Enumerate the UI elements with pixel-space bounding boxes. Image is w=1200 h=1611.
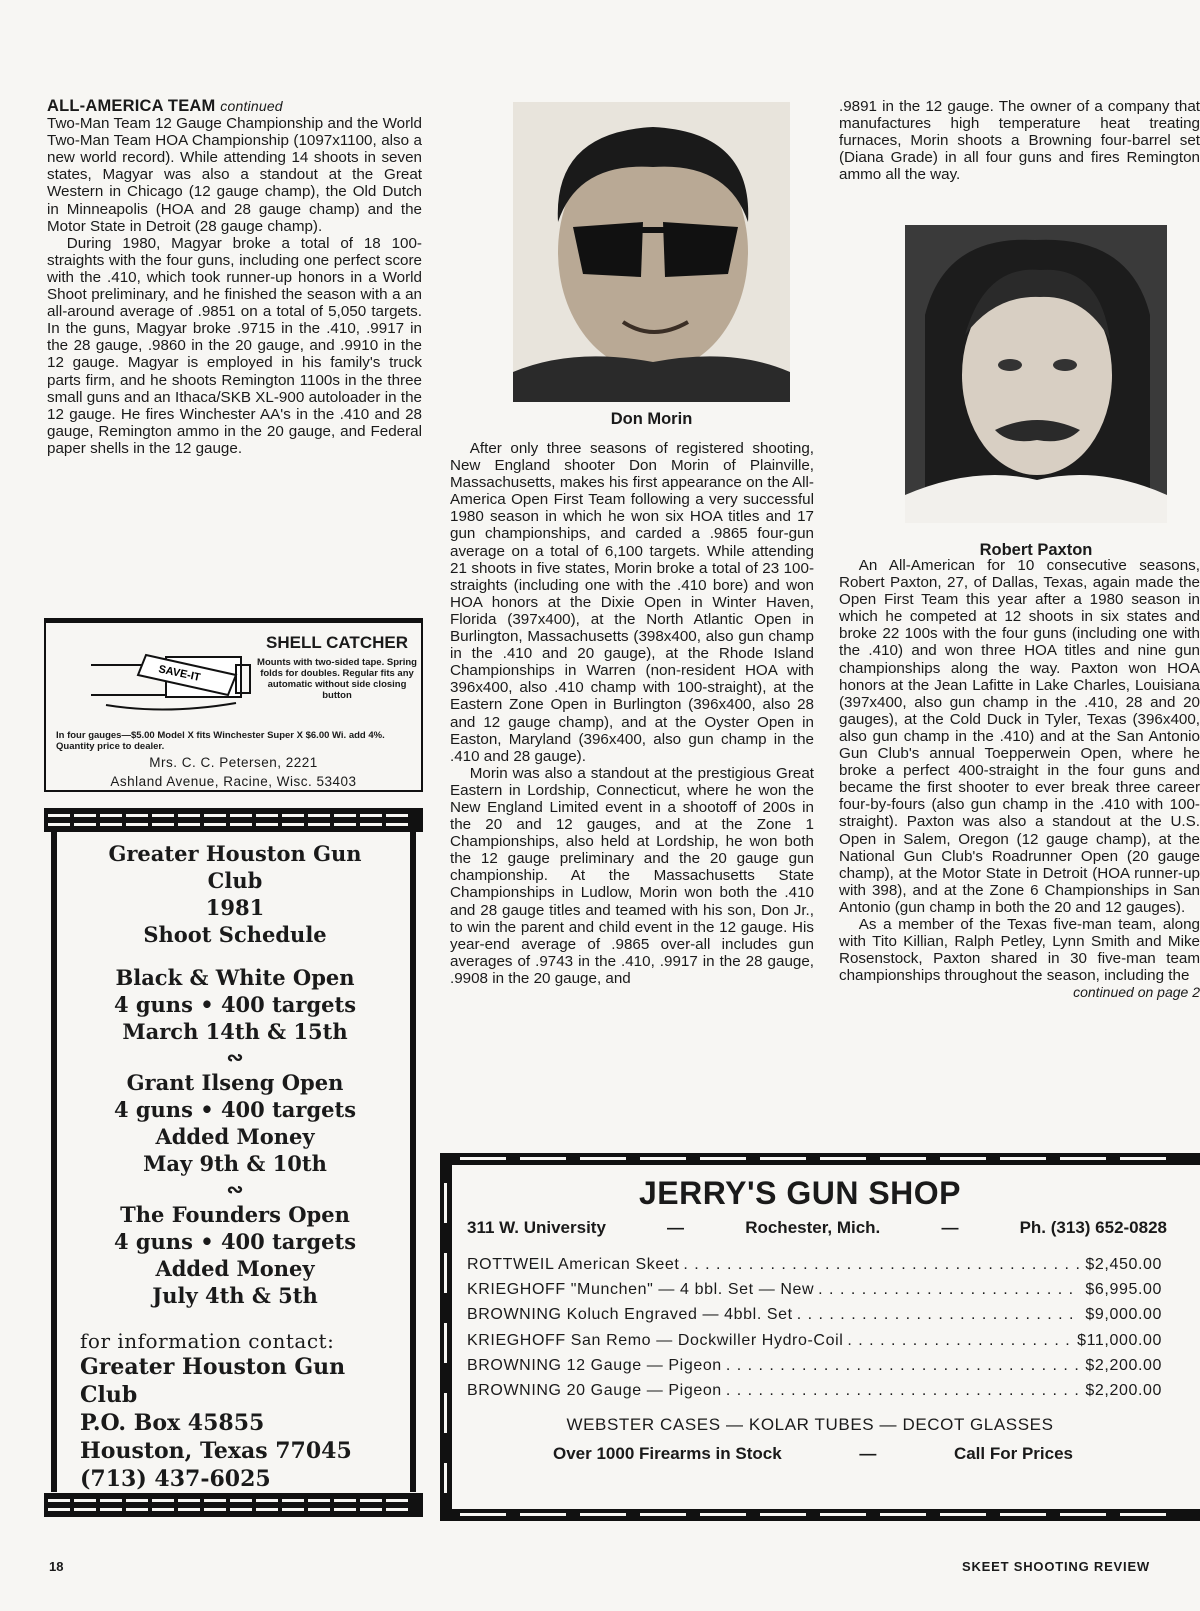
continued-note: continued on page 2 <box>1073 984 1200 1001</box>
page-number: 18 <box>49 1559 64 1574</box>
event-2-money: Added Money <box>155 1124 315 1149</box>
houston-year: 1981 <box>205 895 265 920</box>
houston-ad-body <box>80 840 390 1493</box>
greek-key-border-bottom <box>44 1493 423 1517</box>
event-2-format: 4 guns • 400 targets <box>113 1097 357 1122</box>
item-price: $2,200.00 <box>1085 1356 1162 1374</box>
paxton-paragraph-2: As a member of the Texas five-man team, along with Tito Killian, Ralph Petley, Lynn Smith and Mike Rosenstock, Paxton shared in 30 five-man team championships throughout the season, including the <box>839 915 1200 985</box>
shell-catcher-address-2: Ashland Avenue, Racine, Wisc. 53403 <box>110 774 357 789</box>
item-name: KRIEGHOFF "Munchen" — 4 bbl. Set — New <box>467 1281 815 1299</box>
event-3-money: Added Money <box>155 1256 315 1281</box>
jerry-accessories: WEBSTER CASES — KOLAR TUBES — DECOT GLASSES <box>566 1415 1054 1434</box>
event-2-date: May 9th & 10th <box>143 1151 327 1176</box>
contact-name: Greater Houston Gun Club <box>80 1354 346 1408</box>
right-top-paragraph: .9891 in the 12 gauge. The owner of a company that manufactures high temperature heat treating furnaces, Morin shoots a Browning four-barrel set (Diana Grade) in all four guns and fires Remington ammo all the way. <box>839 98 1200 184</box>
list-item <box>467 1328 1162 1353</box>
robert-paxton-photo <box>905 225 1167 523</box>
jerry-street: 311 W. University <box>467 1218 606 1237</box>
item-price: $2,450.00 <box>1085 1256 1162 1273</box>
shell-catcher-address-1: Mrs. C. C. Petersen, 2221 <box>149 755 318 770</box>
jerry-call-text: Call For Prices <box>953 1444 1073 1463</box>
event-2-name: Grant Ilseng Open <box>126 1070 344 1095</box>
event-3-date: July 4th & 5th <box>152 1283 318 1308</box>
don-morin-caption: Don Morin <box>610 410 693 428</box>
event-3-format: 4 guns • 400 targets <box>113 1229 357 1254</box>
don-paragraph-1: After only three seasons of registered shooting, New England shooter Don Morin of Plainville, Massachusetts, makes his first appearance on the All-America Open First Team following a very successful 1980 season in which he won six HOA titles and 17 gun championships, and carded a .9865 four-gun average on a total of 6,100 targets. While attending 21 shoots in five states, Morin broke a total of 23 100-straights (including one with the .410 bore) and won HOA honors at the Dixie Open in Winter Haven, Florida (397x400), at the North Atlantic Open in Burlington, Massachusetts (398x400, also gun champ in the .410 and 20 gauge), at the Rhode Island Championships in Warren (non-resident HOA with 396x400, also .410 champ with 100-straight), at the Eastern Zone Open in Burlington (396x400, also 28 and 12 gauge champ), and at the Oyster Open in Easton, Maryland (396x400, also gun champ in the .410 and 28 gauge). <box>450 440 814 765</box>
jerry-separator: — <box>859 1444 877 1463</box>
event-1-format: 4 guns • 400 targets <box>113 992 357 1017</box>
list-item <box>467 1353 1162 1378</box>
ad-border-left <box>48 832 60 1492</box>
don-morin-photo <box>513 102 790 402</box>
houston-gun-club-ad <box>44 808 423 1518</box>
greek-key-border-top <box>44 808 423 832</box>
middle-column <box>450 440 814 987</box>
ad-border-right <box>407 832 419 1492</box>
right-column-top <box>839 98 1200 183</box>
jerry-shop-title: JERRY'S GUN SHOP <box>638 1175 962 1211</box>
jerry-separator: — <box>667 1218 685 1237</box>
contact-city: Houston, Texas 77045 <box>80 1438 352 1464</box>
contact-po-box: P.O. Box 45855 <box>80 1410 265 1436</box>
item-name: ROTTWEIL American Skeet <box>467 1256 680 1273</box>
list-item <box>467 1277 1162 1302</box>
list-item <box>467 1252 1162 1277</box>
item-price: $9,000.00 <box>1085 1306 1162 1324</box>
contact-label: for information contact: <box>80 1329 335 1353</box>
item-name: KRIEGHOFF San Remo — Dockwiller Hydro-Coil <box>467 1331 844 1349</box>
list-item <box>467 1378 1162 1403</box>
ornament-icon: ∾ <box>226 1045 244 1069</box>
jerry-separator: — <box>941 1218 959 1237</box>
left-paragraph-2: During 1980, Magyar broke a total of 18 100-straights with the four guns, including one perfect score with the .410, which took runner-up honors in a World Shoot preliminary, and he finished the season with a an all-around average of .9851 on a total of 5,050 targets. In the guns, Magyar broke .9715 in the .410, .9917 in the 28 gauge, .9860 in the 20 gauge, and .9910 in the 12 gauge. Magyar is employed in his family's truck parts firm, and he shoots Remington 1100s in the three small guns and an Ithaca/SKB XL-900 autoloader in the 12 gauge. He fires Winchester AA's in the .410 and 28 gauge, Remington ammo in the 20 gauge, and Federal paper shells in the 12 gauge. <box>47 234 422 457</box>
item-name: BROWNING 20 Gauge — Pigeon <box>467 1382 722 1400</box>
article-kicker: ALL-AMERICA TEAM continued <box>47 97 283 115</box>
item-price: $11,000.00 <box>1077 1331 1162 1349</box>
jerry-stock-line <box>553 1444 1073 1464</box>
jerry-address-line <box>467 1218 1167 1238</box>
don-paragraph-2: Morin was also a standout at the prestigious Great Eastern in Lordship, Connecticut, where he won the New England Limited event in a shootoff of 200s in the 20 and 12 gauges, and at the Zone 1 Championships, also held at Lordship, he won both the 12 gauge preliminary and the 20 gauge gun championship. At the Massachusetts State Championships in Ludlow, Morin won both the .410 and 28 gauge titles and teamed with his son, Don Jr., to win the parent and child event in the 12 gauge. His year-end average of .9865 over-all includes gun averages of .9743 in the .410, .9917 in the 28 gauge, .9908 in the 20 gauge, and <box>450 764 814 987</box>
jerry-phone: Ph. (313) 652-0828 <box>1019 1218 1167 1237</box>
shell-catcher-price: In four gauges—$5.00 Model X fits Winchester Super X $6.00 Wi. add 4%. Quantity price to dealer. <box>56 730 385 752</box>
save-it-label: SAVE-IT <box>157 663 202 684</box>
ornament-icon: ∾ <box>226 1177 244 1201</box>
magazine-name: SKEET SHOOTING REVIEW <box>962 1559 1150 1574</box>
jerry-stock-text: Over 1000 Firearms in Stock <box>553 1444 782 1463</box>
shell-catcher-ad <box>44 618 423 792</box>
left-paragraph-1: Two-Man Team 12 Gauge Championship and the World Two-Man Team HOA Championship (1097x1100, also a new world record). While attending 14 shoots in seven states, Magyar was also a standout at the Great Western in Chicago (12 gauge champ), the Old Dutch in Minneapolis (HOA and 28 gauge champ) and the Motor State in Detroit (28 gauge champ). <box>47 115 422 235</box>
contact-phone: (713) 437-6025 <box>80 1466 271 1492</box>
shell-catcher-description: Mounts with two-sided tape. Spring folds for doubles. Regular fits any automatic without side closing button <box>257 657 417 701</box>
item-name: BROWNING 12 Gauge — Pigeon <box>467 1356 722 1374</box>
shell-catcher-title: SHELL CATCHER <box>266 633 408 652</box>
right-column <box>839 557 1200 1001</box>
jerry-price-list <box>467 1252 1162 1403</box>
paxton-paragraph-1: An All-American for 10 consecutive seasons, Robert Paxton, 27, of Dallas, Texas, again made the Open First Team this year after a 1980 season in which he competed at 12 shoots in six states and broke 22 100s with the four guns (including one with the .410) and won three HOA titles and nine gun championships along the way. Paxton won HOA honors at the Jean Lafitte in Lake Charles, Louisiana (397x400, also gun champ in the .410, 28 and 20 gauges), at the Cold Duck in Tyler, Texas (396x400, also gun champ in the .410) and at the San Antonio Gun Club's annual Toepperwein Open, where he broke a perfect 400-straight in the four guns and became the first shooter to ever break three career four-by-fours (also gun champ in the .410 with 100-straight). Paxton was also a standout at the U.S. Open in Salem, Oregon (12 gauge champ), at the National Gun Club's Roadrunner Open (20 gauge champ), at the Motor State in Detroit (HOA runner-up with 398), and at the Zone 6 Championships in San Antonio (gun champ in both the 20 and 12 gauges). <box>839 557 1200 916</box>
shell-catcher-illustration <box>86 635 256 723</box>
left-column <box>47 98 422 457</box>
item-name: BROWNING Koluch Engraved — 4bbl. Set <box>467 1306 793 1324</box>
item-price: $2,200.00 <box>1085 1382 1162 1400</box>
event-1-name: Black & White Open <box>115 965 355 990</box>
robert-paxton-caption: Robert Paxton <box>979 541 1093 559</box>
jerry-city: Rochester, Mich. <box>745 1218 881 1237</box>
event-1-date: March 14th & 15th <box>122 1019 348 1044</box>
jerrys-gun-shop-ad <box>440 1153 1200 1521</box>
item-price: $6,995.00 <box>1085 1281 1162 1299</box>
houston-club-name: Greater Houston Gun Club <box>108 841 362 893</box>
list-item <box>467 1302 1162 1327</box>
houston-schedule-title: Shoot Schedule <box>143 922 327 947</box>
event-3-name: The Founders Open <box>120 1202 350 1227</box>
